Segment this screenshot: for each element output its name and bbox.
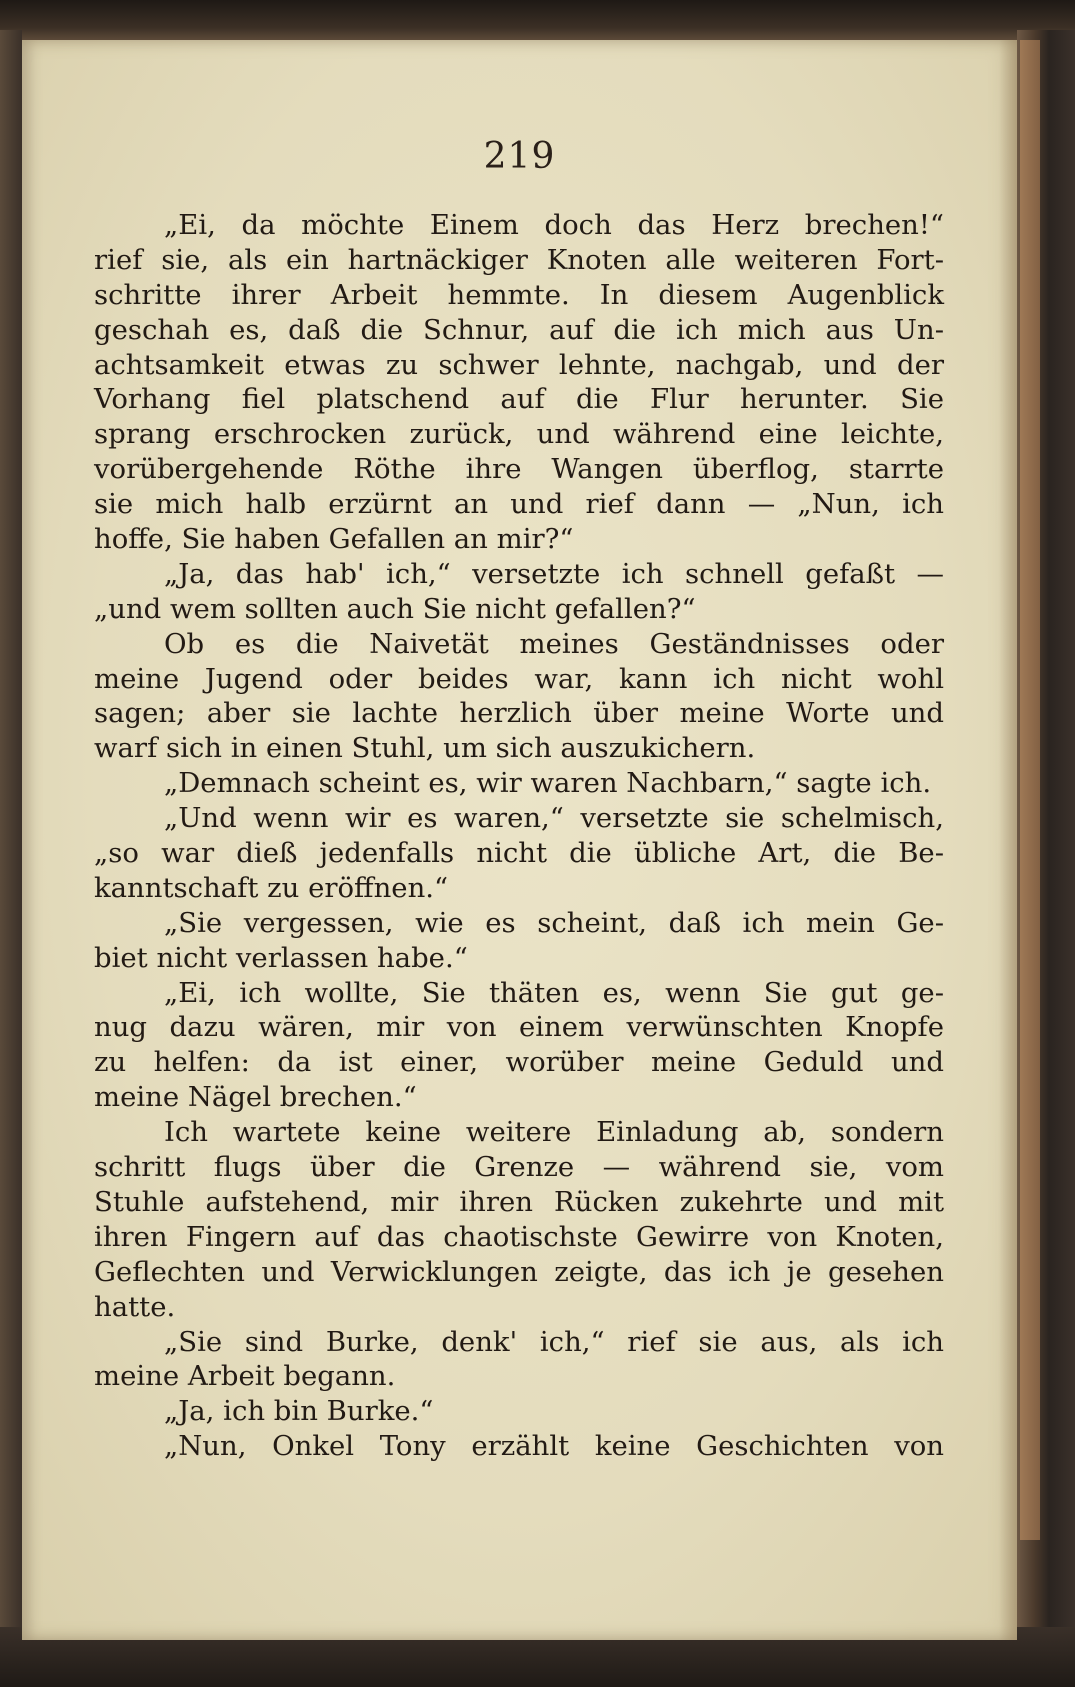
text-line: Vorhang fiel platschend auf die Flur herunter. Sie [94,383,944,416]
text-line: Ob es die Naivetät meines Geständnisses oder [164,627,944,660]
text-line: „Ja, das hab' ich,“ versetzte ich schnell gefaßt — [164,557,944,590]
text-line: biet nicht verlassen habe.“ [94,941,468,974]
text-line: sprang erschrocken zurück, und während eine leichte, [94,418,944,451]
text-line: sagen; aber sie lachte herzlich über meine Worte und [94,697,944,730]
page-number: 219 [483,136,556,177]
text-line: „und wem sollten auch Sie nicht gefallen?“ [94,592,696,625]
text-line: ihren Fingern auf das chaotischste Gewirre von Knoten, [94,1220,944,1253]
text-line: „so war dieß jedenfalls nicht die übliche Art, die Be- [94,837,944,870]
text-line: meine Arbeit begann. [94,1360,396,1393]
text-line: geschah es, daß die Schnur, auf die ich mich aus Un- [94,313,944,346]
text-line: „Demnach scheint es, wir waren Nachbarn,“ sagte ich. [164,767,932,800]
text-line: „Sie sind Burke, denk' ich,“ rief sie aus, als ich [164,1325,944,1358]
text-line: „Ei, da möchte Einem doch das Herz brechen!“ [164,209,944,241]
text-line: „Und wenn wir es waren,“ versetzte sie schelmisch, [164,802,944,835]
text-line: „Ja, ich bin Burke.“ [164,1395,434,1428]
text-line: schritt flugs über die Grenze — während sie, vom [94,1151,944,1184]
text-line: hatte. [94,1290,176,1323]
text-line: kanntschaft zu eröffnen.“ [94,871,449,904]
text-line: „Nun, Onkel Tony erzählt keine Geschichten von [164,1430,944,1463]
text-line: warf sich in einen Stuhl, um sich auszukichern. [94,732,756,765]
text-line: Ich wartete keine weitere Einladung ab, sondern [164,1116,944,1149]
text-line: schritte ihrer Arbeit hemmte. In diesem Augenblick [94,278,944,311]
book-page [22,40,1017,1640]
book-spine-strip [1020,40,1040,1540]
text-line: nug dazu wären, mir von einem verwünschten Knopfe [94,1011,944,1044]
text-line: Stuhle aufstehend, mir ihren Rücken zukehrte und mit [94,1185,944,1218]
page-edge-shadow [999,40,1017,1640]
book-left-cover [0,30,22,1687]
text-line: vorübergehende Röthe ihre Wangen überflog, starrte [94,453,944,486]
text-line: meine Nägel brechen.“ [94,1081,417,1114]
text-line: zu helfen: da ist einer, worüber meine Geduld und [94,1046,944,1079]
text-line: hoffe, Sie haben Gefallen an mir?“ [94,523,574,556]
text-line: meine Jugend oder beides war, kann ich nicht wohl [94,662,944,695]
text-line: rief sie, als ein hartnäckiger Knoten alle weiteren Fort- [94,243,944,276]
page-text [94,208,944,1464]
text-line: Geflechten und Verwicklungen zeigte, das ich je gesehen [94,1255,944,1288]
text-line: achtsamkeit etwas zu schwer lehnte, nachgab, und der [94,348,944,381]
text-line: sie mich halb erzürnt an und rief dann — „Nun, ich [94,488,944,521]
text-line: „Ei, ich wollte, Sie thäten es, wenn Sie gut ge- [164,976,944,1009]
text-line: „Sie vergessen, wie es scheint, daß ich mein Ge- [164,906,944,939]
